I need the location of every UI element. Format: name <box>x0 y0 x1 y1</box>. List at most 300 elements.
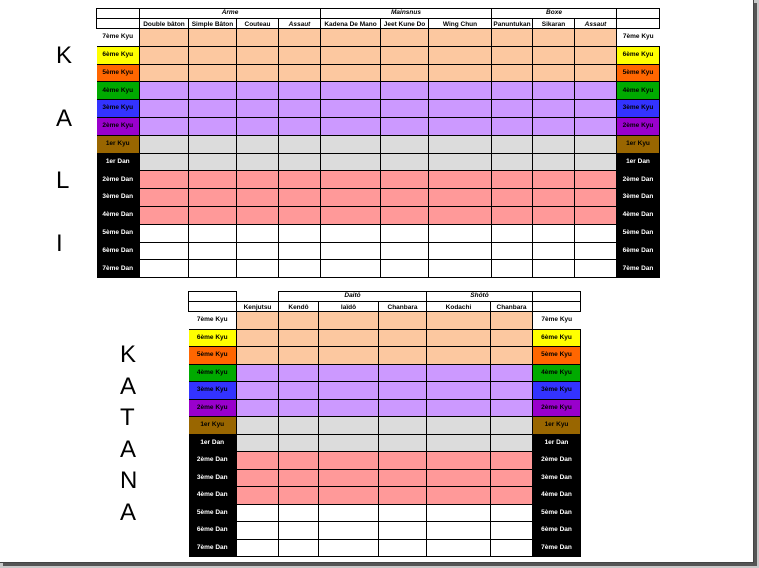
katana-grid-cell <box>427 469 491 487</box>
katana-grid-cell <box>427 522 491 540</box>
kali-grid-cell <box>492 117 533 135</box>
kali-grid-cell <box>575 64 617 82</box>
katana-grid-cell <box>427 364 491 382</box>
katana-grid-cell <box>279 312 319 330</box>
katana-grid-cell <box>319 469 379 487</box>
kali-grade-row <box>97 117 660 135</box>
kali-grade-table <box>96 8 660 278</box>
katana-grade-label-left: 5ème Kyu <box>189 347 237 365</box>
kali-grade-label-right: 2ème Kyu <box>617 117 660 135</box>
kali-grid-cell <box>279 64 321 82</box>
katana-grid-cell <box>237 504 279 522</box>
kali-grade-row <box>97 46 660 64</box>
kali-grid-cell <box>321 82 381 100</box>
katana-grid-cell <box>319 504 379 522</box>
kali-grid-cell <box>279 82 321 100</box>
katana-grid-cell <box>237 452 279 470</box>
katana-grid-cell <box>491 504 533 522</box>
katana-group-header <box>237 292 279 302</box>
kali-grid-cell <box>533 64 575 82</box>
katana-grade-label-right: 3ème Dan <box>533 469 581 487</box>
katana-grid-cell <box>237 522 279 540</box>
kali-grid-cell <box>140 82 189 100</box>
kali-grid-cell <box>429 260 492 278</box>
katana-column-header: Chanbara <box>491 302 533 312</box>
kali-grid-cell <box>189 224 237 242</box>
katana-grid-cell <box>491 452 533 470</box>
kali-grade-label-right: 3ème Dan <box>617 189 660 207</box>
kali-grid-cell <box>429 224 492 242</box>
katana-grid-cell <box>491 347 533 365</box>
kali-grade-row <box>97 153 660 171</box>
katana-grid-cell <box>379 469 427 487</box>
katana-grid-cell <box>237 539 279 557</box>
kali-column-header: Sikaran <box>533 19 575 29</box>
kali-grid-cell <box>189 189 237 207</box>
kali-grid-cell <box>533 171 575 189</box>
katana-group-corner-right <box>533 292 581 302</box>
katana-grade-label-right: 3ème Kyu <box>533 382 581 400</box>
katana-column-header: Iaïdô <box>319 302 379 312</box>
kali-grid-cell <box>429 82 492 100</box>
kali-grid-cell <box>321 153 381 171</box>
kali-grade-label-right: 4ème Dan <box>617 206 660 224</box>
katana-grid-cell <box>427 452 491 470</box>
katana-grade-row <box>189 399 581 417</box>
katana-grid-cell <box>427 504 491 522</box>
kali-grade-label-left: 2ème Dan <box>97 171 140 189</box>
kali-grade-row <box>97 171 660 189</box>
kali-grid-cell <box>279 135 321 153</box>
katana-grid-cell <box>491 364 533 382</box>
kali-grid-cell <box>492 82 533 100</box>
kali-grid-cell <box>140 46 189 64</box>
kali-grid-cell <box>575 153 617 171</box>
katana-grade-row <box>189 539 581 557</box>
kali-grid-cell <box>321 171 381 189</box>
kali-grid-cell <box>533 46 575 64</box>
kali-grid-cell <box>321 29 381 47</box>
katana-grid-cell <box>319 417 379 435</box>
kali-grade-label-right: 6ème Kyu <box>617 46 660 64</box>
kali-column-header: Double bâton <box>140 19 189 29</box>
katana-grid-cell <box>379 329 427 347</box>
katana-grid-cell <box>319 452 379 470</box>
katana-grade-label-right: 7ème Kyu <box>533 312 581 330</box>
kali-grade-row <box>97 260 660 278</box>
katana-grid-cell <box>491 329 533 347</box>
kali-grid-cell <box>381 117 429 135</box>
katana-grid-cell <box>427 399 491 417</box>
katana-group-header: Daitô <box>279 292 427 302</box>
katana-grid-cell <box>319 347 379 365</box>
kali-grid-cell <box>533 135 575 153</box>
katana-grid-cell <box>279 329 319 347</box>
kali-grade-row <box>97 82 660 100</box>
kali-grid-cell <box>140 135 189 153</box>
katana-header-corner-left <box>189 302 237 312</box>
katana-group-header: Shôtô <box>427 292 533 302</box>
katana-grade-label-left: 6ème Kyu <box>189 329 237 347</box>
kali-grid-cell <box>237 260 279 278</box>
kali-grid-cell <box>575 29 617 47</box>
kali-grade-label-left: 5ème Kyu <box>97 64 140 82</box>
katana-grid-cell <box>279 504 319 522</box>
kali-grid-cell <box>492 171 533 189</box>
katana-grade-row <box>189 329 581 347</box>
katana-grade-row <box>189 487 581 505</box>
kali-grade-row <box>97 64 660 82</box>
kali-grid-cell <box>492 100 533 118</box>
katana-grade-label-right: 1er Dan <box>533 434 581 452</box>
kali-grid-cell <box>492 242 533 260</box>
kali-grid-cell <box>533 242 575 260</box>
kali-grid-cell <box>575 242 617 260</box>
kali-grid-cell <box>279 206 321 224</box>
katana-grade-row <box>189 522 581 540</box>
kali-grid-cell <box>381 242 429 260</box>
kali-grid-cell <box>279 260 321 278</box>
kali-grid-cell <box>321 46 381 64</box>
kali-group-header: Mainsnus <box>321 9 492 19</box>
kali-grid-cell <box>189 171 237 189</box>
katana-grid-cell <box>491 487 533 505</box>
katana-grade-label-left: 4ème Kyu <box>189 364 237 382</box>
katana-grid-cell <box>379 347 427 365</box>
kali-grid-cell <box>492 206 533 224</box>
kali-grid-cell <box>189 100 237 118</box>
kali-grade-label-right: 5ème Dan <box>617 224 660 242</box>
katana-grid-cell <box>427 347 491 365</box>
katana-grid-cell <box>379 364 427 382</box>
katana-grid-cell <box>427 417 491 435</box>
katana-grade-label-left: 3ème Dan <box>189 469 237 487</box>
katana-grid-cell <box>379 522 427 540</box>
kali-grid-cell <box>492 46 533 64</box>
katana-group-row <box>189 292 581 302</box>
kali-grid-cell <box>429 206 492 224</box>
katana-grade-label-right: 4ème Kyu <box>533 364 581 382</box>
kali-grid-cell <box>381 171 429 189</box>
kali-grid-cell <box>189 82 237 100</box>
kali-grid-cell <box>140 206 189 224</box>
kali-grid-cell <box>533 260 575 278</box>
kali-grid-cell <box>575 135 617 153</box>
kali-column-header: Kadena De Mano <box>321 19 381 29</box>
kali-grid-cell <box>189 153 237 171</box>
kali-grade-label-left: 7ème Kyu <box>97 29 140 47</box>
katana-grid-cell <box>279 434 319 452</box>
kali-grid-cell <box>533 224 575 242</box>
katana-grid-cell <box>279 382 319 400</box>
kali-grid-cell <box>237 135 279 153</box>
kali-title-letter: L <box>56 167 70 194</box>
katana-grade-label-right: 2ème Dan <box>533 452 581 470</box>
katana-grade-label-left: 4ème Dan <box>189 487 237 505</box>
kali-grade-label-left: 6ème Kyu <box>97 46 140 64</box>
kali-grid-cell <box>237 206 279 224</box>
kali-grid-cell <box>189 64 237 82</box>
kali-grid-cell <box>492 189 533 207</box>
katana-grid-cell <box>279 399 319 417</box>
kali-grid-cell <box>533 117 575 135</box>
kali-column-header: Couteau <box>237 19 279 29</box>
kali-grade-label-left: 5ème Dan <box>97 224 140 242</box>
katana-grid-cell <box>379 504 427 522</box>
kali-grade-label-right: 3ème Kyu <box>617 100 660 118</box>
kali-grid-cell <box>237 171 279 189</box>
kali-grade-label-left: 1er Dan <box>97 153 140 171</box>
kali-grid-cell <box>189 206 237 224</box>
katana-grid-cell <box>237 487 279 505</box>
katana-grid-cell <box>319 364 379 382</box>
kali-grid-cell <box>189 46 237 64</box>
kali-grid-cell <box>237 100 279 118</box>
kali-header-corner-left <box>97 19 140 29</box>
kali-grade-row <box>97 206 660 224</box>
katana-group-corner-left <box>189 292 237 302</box>
kali-grade-row <box>97 100 660 118</box>
katana-grid-cell <box>491 399 533 417</box>
kali-grid-cell <box>140 189 189 207</box>
kali-grid-cell <box>533 153 575 171</box>
kali-grid-cell <box>429 135 492 153</box>
katana-grade-label-left: 7ème Dan <box>189 539 237 557</box>
kali-grid-cell <box>140 242 189 260</box>
katana-grid-cell <box>379 382 427 400</box>
kali-grid-cell <box>575 82 617 100</box>
kali-grid-cell <box>237 64 279 82</box>
kali-grid-cell <box>237 242 279 260</box>
katana-grid-cell <box>319 312 379 330</box>
kali-grid-cell <box>279 242 321 260</box>
katana-grid-cell <box>279 347 319 365</box>
kali-grid-cell <box>279 29 321 47</box>
katana-column-header: Kenjutsu <box>237 302 279 312</box>
kali-grade-row <box>97 224 660 242</box>
katana-grid-cell <box>319 382 379 400</box>
katana-grade-label-left: 6ème Dan <box>189 522 237 540</box>
katana-grid-cell <box>279 522 319 540</box>
kali-grade-label-right: 1er Kyu <box>617 135 660 153</box>
kali-grid-cell <box>189 29 237 47</box>
katana-grid-cell <box>379 452 427 470</box>
kali-grid-cell <box>321 224 381 242</box>
kali-grid-cell <box>381 135 429 153</box>
kali-grid-cell <box>381 224 429 242</box>
kali-grid-cell <box>492 224 533 242</box>
kali-column-header: Assaut <box>279 19 321 29</box>
kali-grid-cell <box>575 206 617 224</box>
kali-grid-cell <box>492 135 533 153</box>
kali-grade-row <box>97 242 660 260</box>
kali-grid-cell <box>381 189 429 207</box>
kali-title-letter: A <box>56 104 73 132</box>
katana-grid-cell <box>237 417 279 435</box>
kali-grade-label-left: 1er Kyu <box>97 135 140 153</box>
kali-grade-label-right: 2ème Dan <box>617 171 660 189</box>
katana-grade-label-right: 5ème Kyu <box>533 347 581 365</box>
katana-grade-row <box>189 434 581 452</box>
kali-grade-label-left: 7ème Dan <box>97 260 140 278</box>
kali-grid-cell <box>381 46 429 64</box>
kali-grid-cell <box>429 242 492 260</box>
kali-grade-row <box>97 29 660 47</box>
katana-grade-table <box>188 291 581 557</box>
katana-grid-cell <box>279 452 319 470</box>
kali-grid-cell <box>321 189 381 207</box>
kali-grid-cell <box>140 153 189 171</box>
katana-grid-cell <box>319 399 379 417</box>
katana-grid-cell <box>379 312 427 330</box>
katana-grid-cell <box>237 312 279 330</box>
kali-header-row <box>97 19 660 29</box>
kali-grid-cell <box>533 206 575 224</box>
kali-grade-label-right: 7ème Dan <box>617 260 660 278</box>
katana-grid-cell <box>491 417 533 435</box>
kali-group-corner-right <box>617 9 660 19</box>
katana-grade-label-left: 3ème Kyu <box>189 382 237 400</box>
kali-grid-cell <box>575 46 617 64</box>
katana-grid-cell <box>237 329 279 347</box>
katana-grade-label-left: 2ème Dan <box>189 452 237 470</box>
kali-grid-cell <box>575 189 617 207</box>
kali-grid-cell <box>321 64 381 82</box>
kali-grid-cell <box>140 224 189 242</box>
kali-grid-cell <box>381 29 429 47</box>
kali-column-header: Wing Chun <box>429 19 492 29</box>
kali-column-header: Assaut <box>575 19 617 29</box>
kali-grid-cell <box>533 29 575 47</box>
kali-grid-cell <box>237 29 279 47</box>
kali-grade-label-right: 5ème Kyu <box>617 64 660 82</box>
kali-grid-cell <box>429 189 492 207</box>
kali-grid-cell <box>575 171 617 189</box>
katana-grade-label-right: 6ème Dan <box>533 522 581 540</box>
katana-grade-row <box>189 364 581 382</box>
kali-grid-cell <box>575 224 617 242</box>
kali-grid-cell <box>575 260 617 278</box>
katana-grade-label-left: 1er Dan <box>189 434 237 452</box>
kali-grade-label-left: 4ème Kyu <box>97 82 140 100</box>
katana-grid-cell <box>427 329 491 347</box>
katana-grid-cell <box>237 364 279 382</box>
kali-grade-label-left: 3ème Kyu <box>97 100 140 118</box>
kali-header-corner-right <box>617 19 660 29</box>
kali-grid-cell <box>492 153 533 171</box>
kali-grid-cell <box>429 46 492 64</box>
katana-grid-cell <box>427 539 491 557</box>
kali-grid-cell <box>279 117 321 135</box>
kali-grid-cell <box>237 189 279 207</box>
katana-grid-cell <box>427 312 491 330</box>
kali-grid-cell <box>533 100 575 118</box>
katana-grid-cell <box>279 487 319 505</box>
kali-grid-cell <box>429 29 492 47</box>
kali-grid-cell <box>140 64 189 82</box>
kali-title-letter: I <box>56 229 63 257</box>
katana-grid-cell <box>427 434 491 452</box>
kali-grid-cell <box>533 189 575 207</box>
kali-grid-cell <box>189 260 237 278</box>
kali-grid-cell <box>189 242 237 260</box>
katana-title-letter: A <box>120 435 137 463</box>
kali-grid-cell <box>381 206 429 224</box>
kali-grid-cell <box>429 64 492 82</box>
kali-grid-cell <box>140 260 189 278</box>
katana-grid-cell <box>379 434 427 452</box>
katana-grade-row <box>189 452 581 470</box>
kali-grade-label-right: 6ème Dan <box>617 242 660 260</box>
kali-grid-cell <box>381 64 429 82</box>
katana-grade-row <box>189 504 581 522</box>
kali-grid-cell <box>321 260 381 278</box>
katana-column-header: Chanbara <box>379 302 427 312</box>
katana-column-header: Kendô <box>279 302 319 312</box>
katana-grid-cell <box>237 399 279 417</box>
kali-grid-cell <box>321 206 381 224</box>
kali-grade-row <box>97 189 660 207</box>
kali-grid-cell <box>279 171 321 189</box>
kali-grid-cell <box>321 135 381 153</box>
kali-grid-cell <box>321 117 381 135</box>
katana-grade-label-right: 4ème Dan <box>533 487 581 505</box>
katana-grid-cell <box>237 434 279 452</box>
kali-grade-label-left: 3ème Dan <box>97 189 140 207</box>
kali-column-header: Jeet Kune Do <box>381 19 429 29</box>
katana-grade-label-right: 1er Kyu <box>533 417 581 435</box>
kali-grid-cell <box>140 171 189 189</box>
katana-grid-cell <box>237 347 279 365</box>
katana-grade-row <box>189 347 581 365</box>
katana-grade-label-left: 1er Kyu <box>189 417 237 435</box>
katana-grid-cell <box>379 417 427 435</box>
kali-group-header: Boxe <box>492 9 617 19</box>
kali-grid-cell <box>429 100 492 118</box>
kali-grid-cell <box>237 117 279 135</box>
katana-grid-cell <box>491 434 533 452</box>
katana-grid-cell <box>379 399 427 417</box>
kali-grid-cell <box>237 46 279 64</box>
kali-group-corner-left <box>97 9 140 19</box>
kali-grade-label-right: 4ème Kyu <box>617 82 660 100</box>
katana-grid-cell <box>427 382 491 400</box>
kali-grid-cell <box>237 82 279 100</box>
katana-grade-label-left: 2ème Kyu <box>189 399 237 417</box>
katana-grade-label-left: 5ème Dan <box>189 504 237 522</box>
kali-grid-cell <box>381 100 429 118</box>
katana-grid-cell <box>319 329 379 347</box>
katana-title-letter: A <box>120 372 137 400</box>
katana-grid-cell <box>491 539 533 557</box>
katana-grid-cell <box>491 382 533 400</box>
katana-grid-cell <box>319 487 379 505</box>
kali-grid-cell <box>140 117 189 135</box>
katana-grid-cell <box>319 434 379 452</box>
katana-grid-cell <box>279 469 319 487</box>
katana-grid-cell <box>279 417 319 435</box>
kali-grid-cell <box>429 153 492 171</box>
kali-grid-cell <box>381 153 429 171</box>
kali-grid-cell <box>575 117 617 135</box>
katana-grid-cell <box>491 469 533 487</box>
katana-header-row <box>189 302 581 312</box>
kali-grid-cell <box>381 82 429 100</box>
katana-grid-cell <box>427 487 491 505</box>
katana-title-letter: A <box>120 498 137 526</box>
kali-grade-label-left: 2ème Kyu <box>97 117 140 135</box>
kali-grid-cell <box>492 64 533 82</box>
